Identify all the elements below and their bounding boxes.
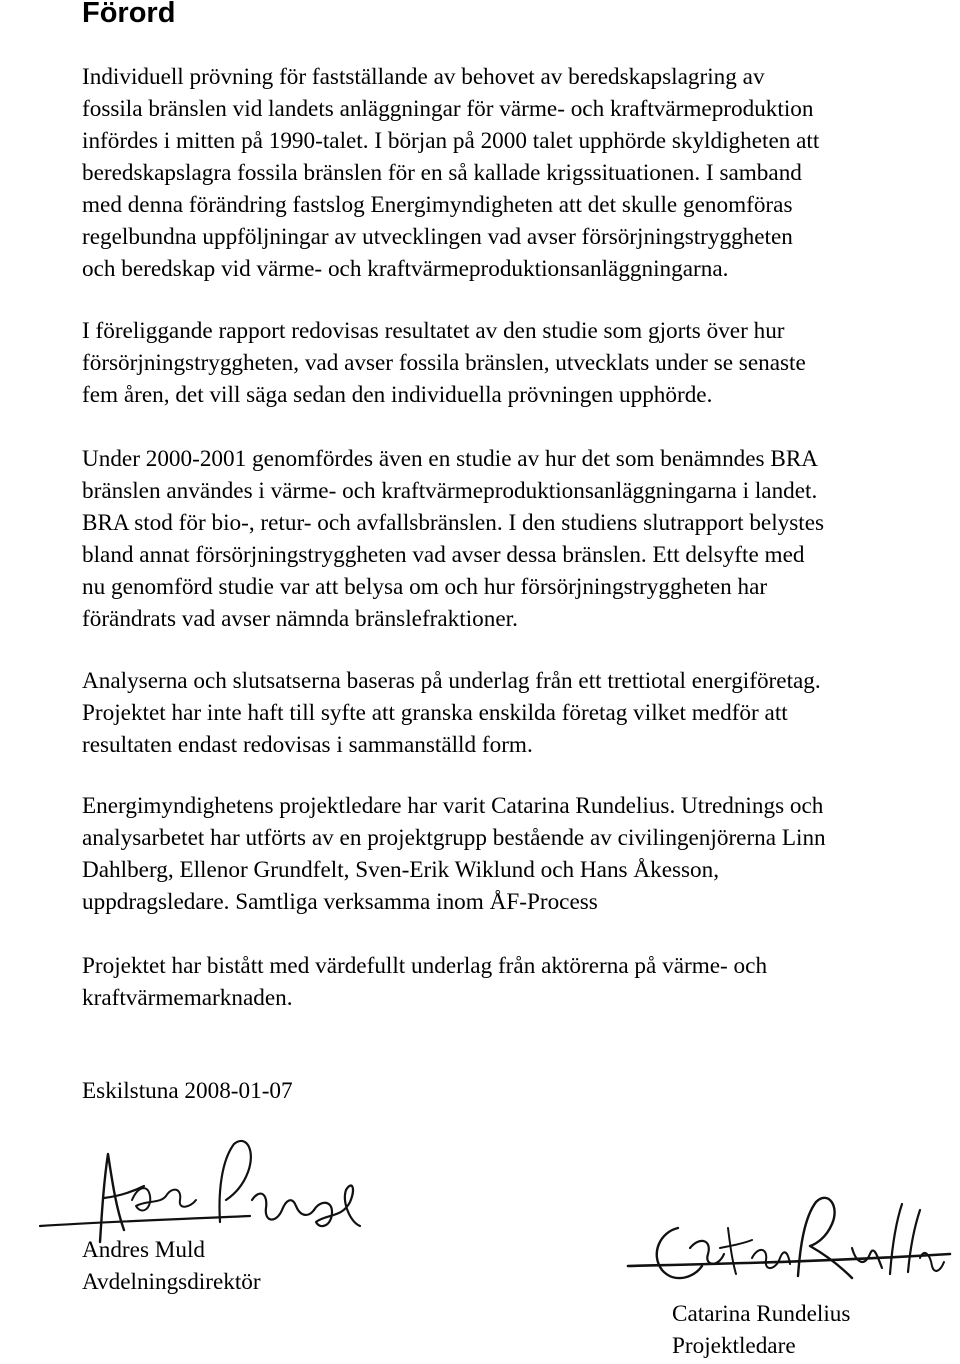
- text-line: Individuell prövning för fastställande av behovet av beredskapslagring av: [82, 64, 765, 90]
- text-line: fem åren, det vill säga sedan den individuella prövningen upphörde.: [82, 382, 713, 408]
- text-line: nu genomförd studie var att belysa om och hur försörjningstryggheten har: [82, 574, 768, 600]
- paragraph-3: [82, 443, 960, 635]
- text-line: försörjningstryggheten, vad avser fossila bränslen, utvecklats under se senaste: [82, 350, 806, 376]
- text-line: I föreliggande rapport redovisas resultatet av den studie som gjorts över hur: [82, 318, 785, 344]
- text-line: infördes i mitten på 1990-talet. I början på 2000 talet upphörde skyldigheten att: [82, 128, 820, 154]
- place-date: Eskilstuna 2008-01-07: [82, 1078, 293, 1104]
- text-line: beredskapslagra fossila bränslen för en så kallade krigssituationen. I samband: [82, 160, 802, 186]
- signatory-block-2: [672, 1298, 850, 1362]
- text-line: uppdragsledare. Samtliga verksamma inom ÅF-Process: [82, 889, 598, 915]
- signatory-role: Projektledare: [672, 1333, 796, 1359]
- signatory-name: Andres Muld: [82, 1237, 206, 1263]
- text-line: BRA stod för bio-, retur- och avfallsbränslen. I den studiens slutrapport belystes: [82, 510, 825, 536]
- text-line: Projektet har inte haft till syfte att granska enskilda företag vilket medför att: [82, 700, 788, 726]
- text-line: bränslen användes i värme- och kraftvärmeproduktionsanläggningarna i landet.: [82, 478, 818, 504]
- text-line: bland annat försörjningstryggheten vad avser dessa bränslen. Ett delsyfte med: [82, 542, 805, 568]
- signature-catarina-rundelius: [620, 1188, 955, 1298]
- text-line: regelbundna uppföljningar av utvecklingen vad avser försörjningstryggheten: [82, 224, 793, 250]
- paragraph-6: [82, 950, 960, 1014]
- signatory-name: Catarina Rundelius: [672, 1301, 851, 1327]
- text-line: kraftvärmemarknaden.: [82, 985, 293, 1011]
- text-line: analysarbetet har utförts av en projektgrupp bestående av civilingenjörerna Linn: [82, 825, 826, 851]
- text-line: Dahlberg, Ellenor Grundfelt, Sven-Erik Wiklund och Hans Åkesson,: [82, 857, 720, 883]
- text-line: Analyserna och slutsatserna baseras på underlag från ett trettiotal energiföretag.: [82, 668, 821, 694]
- page-title: Förord: [82, 0, 176, 29]
- text-line: förändrats vad avser nämnda bränslefraktioner.: [82, 606, 518, 632]
- paragraph-2: [82, 315, 960, 411]
- text-line: Energimyndighetens projektledare har varit Catarina Rundelius. Utrednings och: [82, 793, 824, 819]
- paragraph-1: [82, 61, 960, 285]
- signatory-role: Avdelningsdirektör: [82, 1269, 261, 1295]
- text-line: resultaten endast redovisas i sammanställd form.: [82, 732, 533, 758]
- text-line: och beredskap vid värme- och kraftvärmeproduktionsanläggningarna.: [82, 256, 729, 282]
- text-line: med denna förändring fastslog Energimyndigheten att det skulle genomföras: [82, 192, 793, 218]
- text-line: Projektet har bistått med värdefullt underlag från aktörerna på värme- och: [82, 953, 768, 979]
- text-line: Under 2000-2001 genomfördes även en studie av hur det som benämndes BRA: [82, 446, 819, 472]
- paragraph-5: [82, 790, 960, 918]
- signatory-block-1: [82, 1234, 261, 1298]
- text-line: fossila bränslen vid landets anläggningar för värme- och kraftvärmeproduktion: [82, 96, 814, 122]
- paragraph-4: [82, 665, 960, 761]
